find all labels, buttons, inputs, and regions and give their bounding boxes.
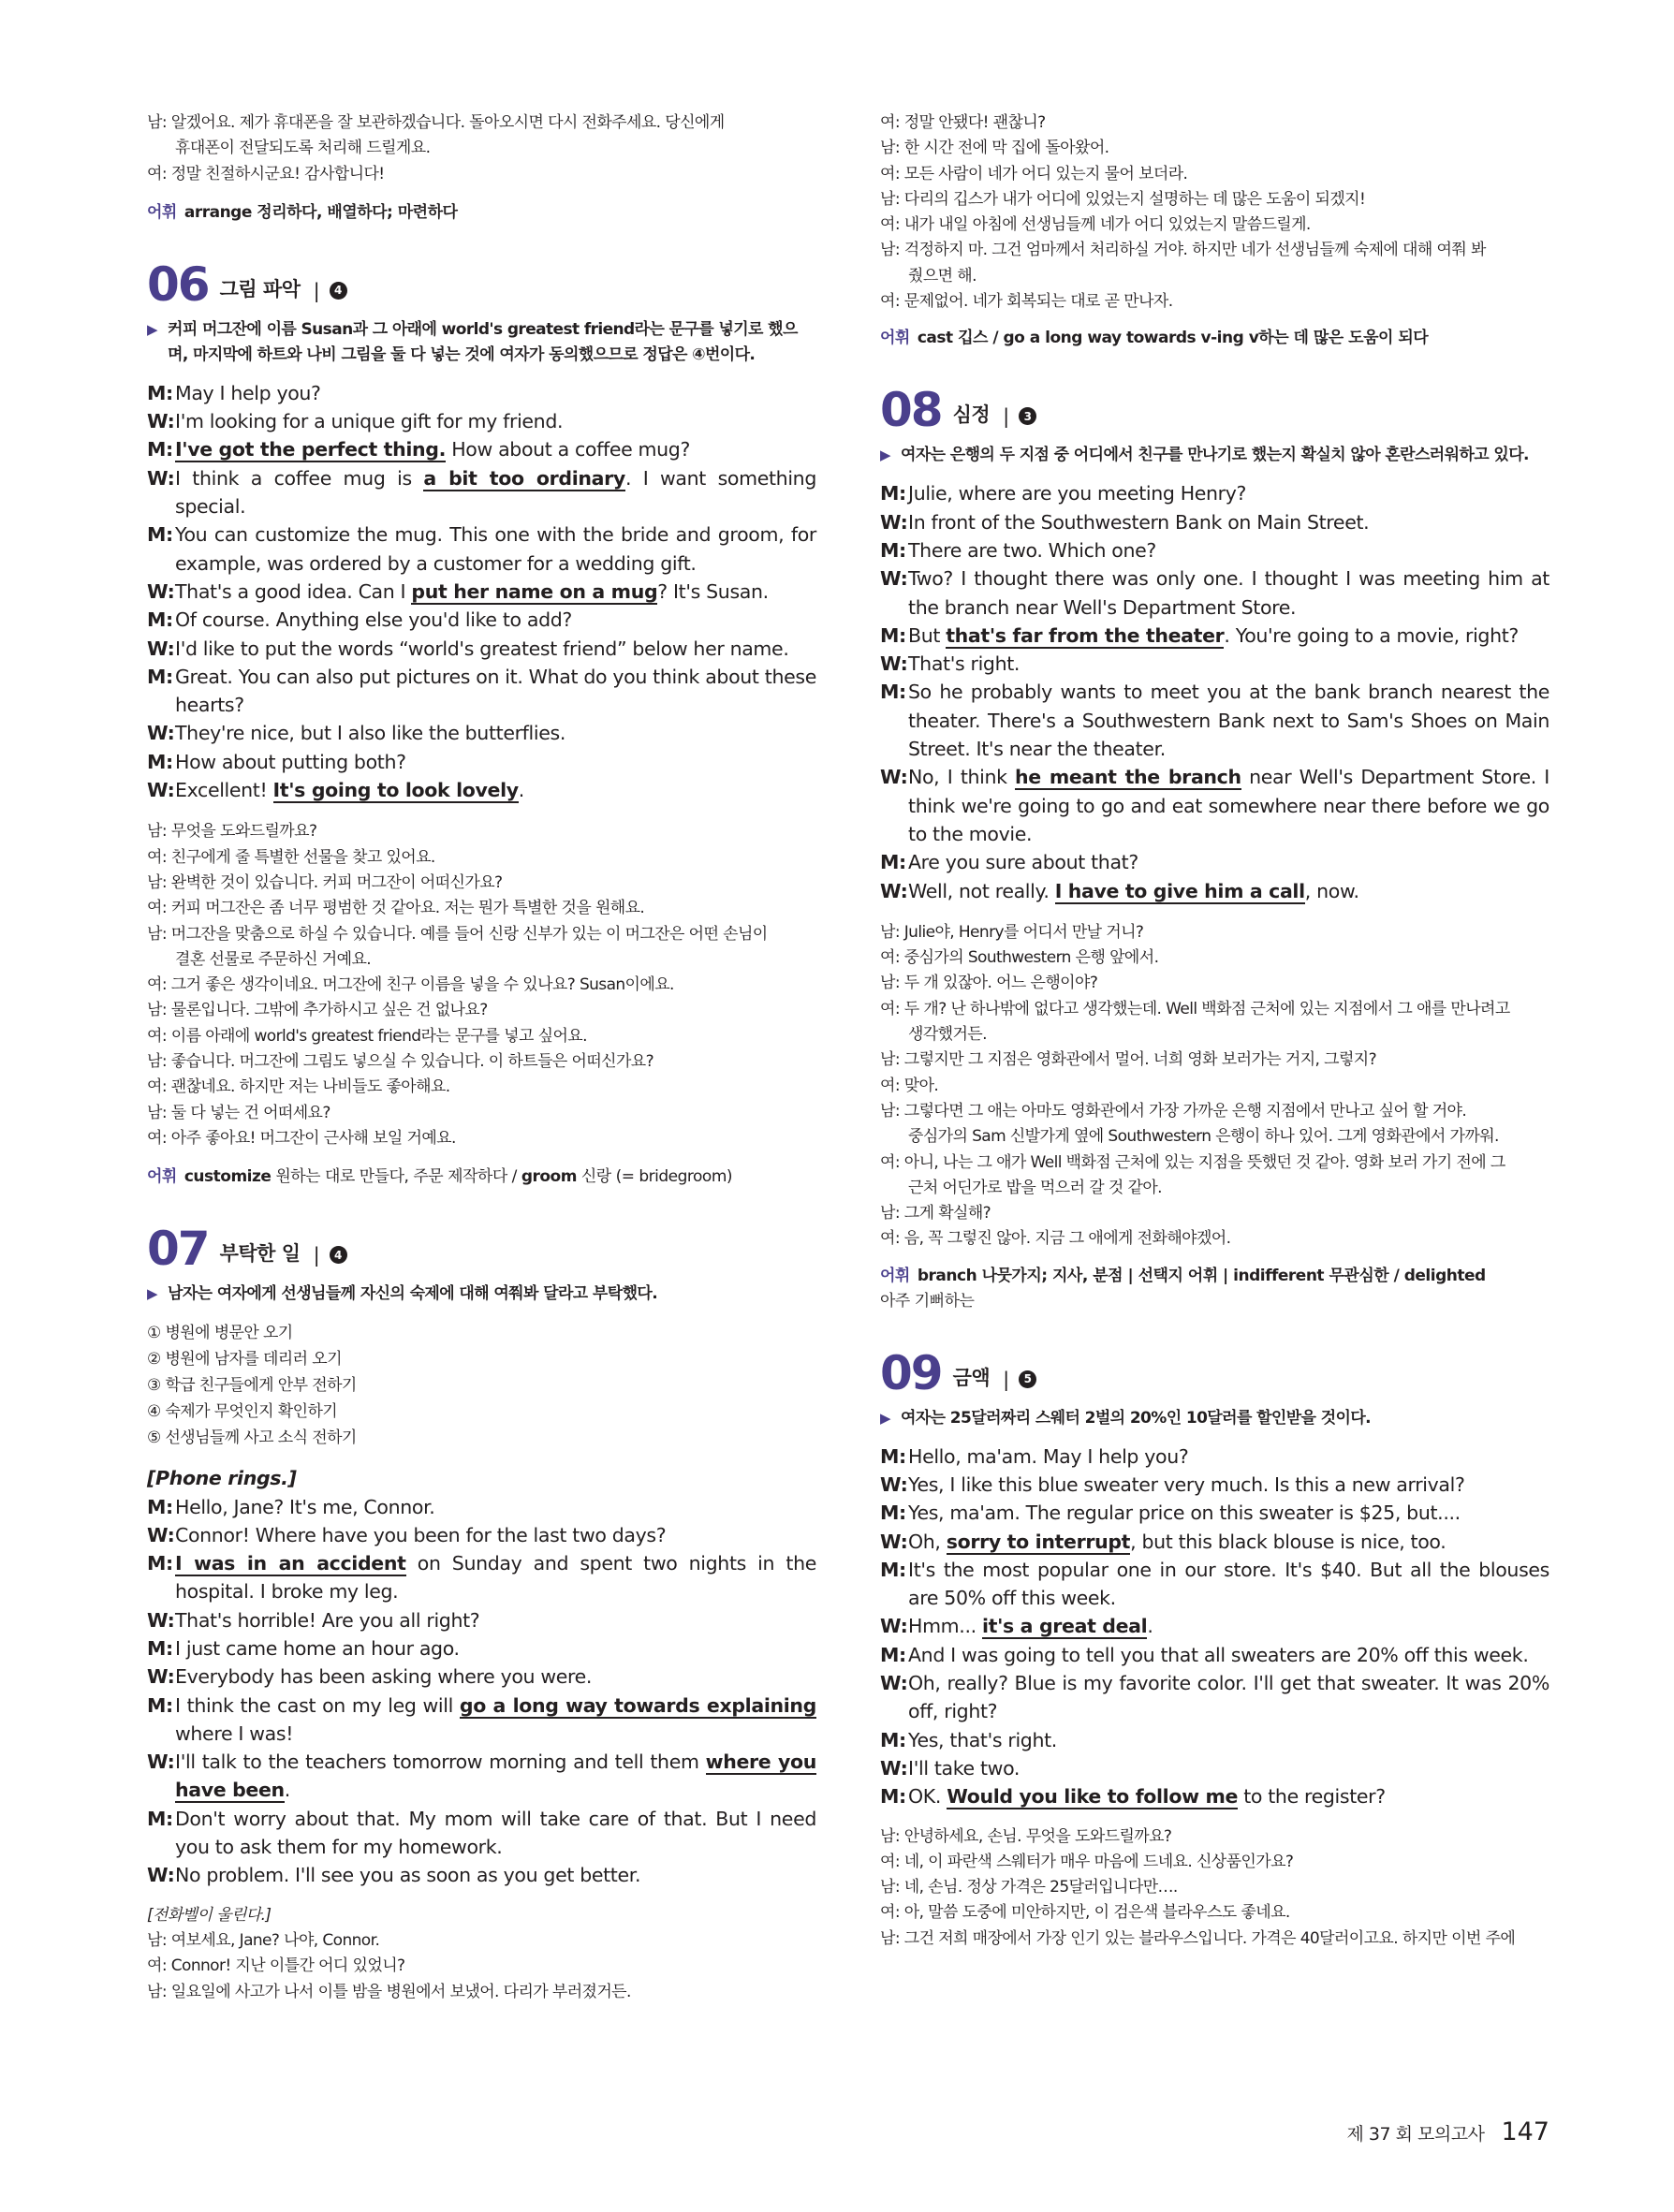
stage-direction: [전화벨이 울린다.]	[147, 1905, 272, 1925]
line-text: In front of the Southwestern Bank on Main Street.	[908, 510, 1370, 534]
section-title: 금액	[952, 1366, 991, 1389]
dialogue-line	[880, 1641, 1549, 1669]
speaker: W:	[880, 766, 908, 789]
speaker: W:	[880, 1472, 908, 1496]
key-phrase: put her name on a mug	[411, 579, 658, 603]
speaker: W:	[147, 579, 175, 603]
ko-line: 여: Connor! 지난 이틀간 어디 있었니?	[147, 1956, 405, 1976]
speaker: W:	[147, 722, 175, 745]
section-number: 06	[147, 256, 209, 312]
line-text: No problem. I'll see you as soon as you get better.	[175, 1864, 641, 1887]
speaker: M:	[147, 750, 173, 773]
dialogue-line	[147, 578, 816, 606]
explanation	[147, 317, 816, 368]
line-text: Connor! Where have you been for the last two days?	[175, 1523, 667, 1546]
section-06	[147, 256, 816, 1190]
section-title: 그림 파악	[219, 277, 301, 300]
speaker: M:	[147, 665, 173, 688]
ko-translation	[147, 819, 816, 1151]
ko-line: 여: 내가 내일 아침에 선생님들께 네가 어디 있었는지 말씀드릴게.	[880, 215, 1311, 235]
section-heading	[880, 383, 1549, 438]
dialogue-line	[880, 650, 1549, 678]
speaker: W:	[147, 466, 175, 490]
speaker: W:	[147, 1608, 175, 1632]
line-text: I just came home an hour ago.	[175, 1636, 460, 1660]
line-text: And I was going to tell you that all sweaters are 20% off this week.	[908, 1643, 1529, 1666]
speaker: M:	[147, 523, 173, 547]
option: ③ 학급 친구들에게 안부 전하기	[147, 1376, 357, 1396]
ko-line: 여: 괜찮네요. 하지만 저는 나비들도 좋아해요.	[147, 1077, 450, 1097]
speaker: M:	[880, 1728, 906, 1751]
dialogue-line	[147, 776, 816, 804]
explanation	[147, 1282, 816, 1307]
ko-line: 여: 중심가의 Southwestern 은행 앞에서.	[880, 948, 1159, 968]
section-divider: |	[313, 1244, 320, 1267]
speaker: M:	[880, 538, 906, 562]
speaker: M:	[147, 1552, 173, 1575]
vocab-line	[147, 1165, 816, 1190]
line-text: No, I think	[908, 766, 1016, 789]
ko-line: 남: 알겠어요. 제가 휴대폰을 잘 보관하겠습니다. 돌아오시면 다시 전화주세요. 당신에게	[147, 113, 725, 132]
line-text: It's the most popular one in our store. It's $40. But all the blouses are 50% off this week.	[908, 1558, 1549, 1610]
vocab-label: 어휘	[880, 1266, 910, 1285]
dialogue	[147, 1464, 816, 1889]
speaker: W:	[880, 510, 908, 534]
speaker: W:	[880, 1672, 908, 1695]
speaker: M:	[880, 1502, 906, 1525]
stage-direction: [Phone rings.]	[147, 1467, 297, 1490]
vocab-line	[880, 326, 1549, 351]
dialogue-line	[880, 763, 1549, 848]
line-text: ? It's Susan.	[657, 579, 769, 603]
ko-line: 남: 머그잔을 맞춤으로 하실 수 있습니다. 예를 들어 신랑 신부가 있는 이 머그잔은 어떤 손님이	[147, 924, 768, 944]
speaker: W:	[147, 1864, 175, 1887]
section-divider: |	[313, 279, 320, 302]
line-text: Excellent!	[175, 779, 273, 802]
vocab-meaning: 원하는 대로 만들다, 주문 제작하다 /	[271, 1167, 521, 1187]
dialogue-line	[880, 1556, 1549, 1613]
speaker: M:	[147, 1636, 173, 1660]
vocab-text: 아주 기뻐하는	[880, 1291, 975, 1311]
key-phrase: It's going to look lovely	[272, 779, 519, 802]
line-text: I'll take two.	[908, 1756, 1021, 1780]
speaker: M:	[147, 1495, 173, 1518]
ko-line: 여: 정말 친절하시군요! 감사합니다!	[147, 164, 385, 183]
explanation	[880, 443, 1549, 468]
dialogue-line	[147, 1663, 816, 1691]
ko-line: 여: 음, 꼭 그렇진 않아. 지금 그 애에게 전화해야겠어.	[880, 1229, 1231, 1249]
ko-line: 남: 완벽한 것이 있습니다. 커피 머그잔이 어떠신가요?	[147, 872, 503, 892]
explanation-text: 남자는 여자에게 선생님들께 자신의 숙제에 대해 여쭤봐 달라고 부탁했다.	[168, 1284, 658, 1304]
dialogue-line	[880, 1612, 1549, 1640]
line-text: Oh, really? Blue is my favorite color. I'll get that sweater. It was 20% off, right?	[908, 1672, 1549, 1723]
ko-line: 여: 그거 좋은 생각이네요. 머그잔에 친구 이름을 넣을 수 있나요? Susan이에요.	[147, 975, 674, 995]
dialogue-line	[880, 1471, 1549, 1499]
ko-line: 여: 아니, 나는 그 애가 Well 백화점 근처에 있는 지점을 뜻했던 것 같아. 영화 보러 가기 전에 그	[880, 1152, 1505, 1172]
speaker: M:	[880, 681, 906, 704]
footer-title: 제 37 회 모의고사	[1346, 2124, 1485, 2145]
line-text: Oh,	[908, 1530, 947, 1553]
ko-line: 여: 정말 안됐다! 괜찮니?	[880, 113, 1046, 132]
section-divider: |	[1003, 1368, 1010, 1391]
ko-line: 여: 이름 아래에 world's greatest friend라는 문구를 넣고 싶어요.	[147, 1026, 587, 1046]
speaker: M:	[880, 1444, 906, 1468]
ko-line: 남: 좋습니다. 머그잔에 그림도 넣으실 수 있습니다. 이 하트들은 어떠신가요?	[147, 1052, 654, 1072]
speaker: W:	[147, 1523, 175, 1546]
ko-line: 여: 문제없어. 네가 회복되는 대로 곧 만나자.	[880, 292, 1173, 312]
dialogue-line	[147, 379, 816, 407]
key-phrase: go a long way towards explaining	[459, 1693, 816, 1717]
line-text: . You're going to a movie, right?	[1224, 623, 1519, 647]
dialogue-line	[147, 719, 816, 747]
speaker: M:	[147, 438, 173, 461]
line-text: .	[518, 779, 524, 802]
line-text: Everybody has been asking where you were.	[175, 1665, 593, 1689]
dialogue-line	[147, 606, 816, 634]
dialogue-line	[147, 435, 816, 463]
explanation-text: 커피 머그잔에 이름 Susan과 그 아래에 world's greatest friend라는 문구를 넣기로 했으며, 마지막에 하트와 나비 그림을 둘 다 넣는 것에 여자가 동의했으므로 정답은 ④번이다.	[168, 319, 798, 364]
line-text: . I want something special.	[175, 466, 816, 519]
answer-badge: 3	[1019, 407, 1036, 425]
dialogue	[880, 1443, 1549, 1811]
key-phrase: a bit too ordinary	[423, 466, 625, 490]
speaker: W:	[880, 567, 908, 591]
speaker: M:	[880, 1643, 906, 1666]
ko-line: 남: 둘 다 넣는 건 어떠세요?	[147, 1103, 330, 1122]
line-text: How about putting both?	[175, 750, 406, 773]
key-phrase: sorry to interrupt	[946, 1530, 1131, 1553]
dialogue-line	[147, 635, 816, 663]
option: ① 병원에 병문안 오기	[147, 1324, 293, 1343]
section-number: 09	[880, 1345, 942, 1400]
dialogue	[880, 479, 1549, 904]
section-title: 심정	[952, 403, 991, 427]
top-ko-block	[147, 110, 816, 187]
key-phrase: that's far from the theater	[946, 623, 1225, 647]
vocab-text: arrange 정리하다, 배열하다; 마련하다	[184, 202, 458, 222]
line-text: to the register?	[1238, 1785, 1386, 1809]
triangle-icon: ▶	[147, 320, 157, 338]
ko-line: 남: 그렇다면 그 애는 아마도 영화관에서 가장 가까운 은행 지점에서 만나고 싶어 할 거야.	[880, 1101, 1467, 1121]
explanation-text: 여자는 은행의 두 지점 중 어디에서 친구를 만나기로 했는지 확실치 않아 혼란스러워하고 있다.	[901, 446, 1529, 465]
answer-badge: 4	[330, 282, 347, 300]
ko-translation	[147, 1903, 816, 2005]
vocab-line	[147, 200, 816, 226]
vocab-word: groom	[521, 1167, 577, 1187]
key-phrase: I have to give him a call	[1054, 879, 1305, 902]
line-text: So he probably wants to meet you at the bank branch nearest the theater. There's a Southwestern Bank next to Sam's Shoes on Main Street. It's near the theater.	[908, 681, 1549, 761]
vocab-label: 어휘	[880, 329, 910, 348]
line-text: I'll talk to the teachers tomorrow morning and tell them	[175, 1751, 706, 1774]
ko-line: 여: 아, 말씀 도중에 미안하지만, 이 검은색 블라우스도 좋네요.	[880, 1903, 1290, 1923]
ko-line: 여: 두 개? 난 하나밖에 없다고 생각했는데. Well 백화점 근처에 있는 지점에서 그 애를 만나려고	[880, 999, 1510, 1018]
vocab-text: cast 깁스 / go a long way towards v-ing v하는 데 많은 도움이 되다	[917, 329, 1429, 348]
speaker: W:	[147, 1751, 175, 1774]
line-text: But	[908, 623, 947, 647]
answer-badge: 5	[1019, 1370, 1036, 1388]
vocab-block	[880, 1264, 1549, 1314]
dialogue-line	[880, 877, 1549, 905]
dialogue-line	[880, 1726, 1549, 1754]
explanation-text: 여자는 25달러짜리 스웨터 2벌의 20%인 10달러를 할인받을 것이다.	[901, 1408, 1372, 1428]
speaker: W:	[147, 779, 175, 802]
speaker: M:	[147, 608, 173, 632]
speaker: W:	[147, 1665, 175, 1689]
section-number: 08	[880, 383, 942, 438]
line-text: That's a good idea. Can I	[175, 579, 412, 603]
vocab-label: 어휘	[147, 202, 177, 222]
section-title: 부탁한 일	[219, 1242, 301, 1266]
dialogue-line	[880, 536, 1549, 564]
speaker: W:	[880, 1756, 908, 1780]
speaker: M:	[147, 1807, 173, 1830]
ko-line: 여: 맞아.	[880, 1076, 939, 1095]
dialogue	[147, 379, 816, 804]
line-text: Yes, ma'am. The regular price on this sweater is $25, but....	[908, 1502, 1461, 1525]
dialogue-line	[147, 1521, 816, 1549]
dialogue-line	[147, 1805, 816, 1862]
key-phrase: it's a great deal	[981, 1615, 1148, 1638]
line-text: Well, not really.	[908, 879, 1055, 902]
vocab-label: 어휘	[147, 1167, 177, 1187]
ko-line: 여: 친구에게 줄 특별한 선물을 찾고 있어요.	[147, 847, 435, 867]
ko-line: 여: 모든 사람이 네가 어디 있는지 물어 보더라.	[880, 164, 1188, 183]
ko-line: 남: Julie야, Henry를 어디서 만날 거니?	[880, 922, 1144, 942]
section-heading	[147, 256, 816, 312]
line-text: That's horrible! Are you all right?	[175, 1608, 480, 1632]
line-text: I think a coffee mug is	[175, 466, 424, 490]
key-phrase: Would you like to follow me	[947, 1785, 1239, 1809]
line-text: There are two. Which one?	[908, 538, 1156, 562]
dialogue-line	[880, 1782, 1549, 1810]
speaker: M:	[880, 482, 906, 505]
triangle-icon: ▶	[880, 447, 890, 464]
speaker: W:	[880, 1615, 908, 1638]
section-heading	[147, 1222, 816, 1277]
line-text: Yes, I like this blue sweater very much. Is this a new arrival?	[908, 1472, 1465, 1496]
dialogue-line	[147, 1748, 816, 1805]
ko-line: 생각했거든.	[908, 1025, 987, 1045]
dialogue-line	[147, 1493, 816, 1521]
line-text: Of course. Anything else you'd like to add?	[175, 608, 572, 632]
ko-line: 남: 일요일에 사고가 나서 이틀 밤을 병원에서 보냈어. 다리가 부러졌거든.	[147, 1982, 631, 2001]
section-08	[880, 383, 1549, 1313]
speaker: W:	[880, 1530, 908, 1553]
ko-line: 남: 다리의 깁스가 내가 어디에 있었는지 설명하는 데 많은 도움이 되겠지!	[880, 189, 1366, 209]
line-text: I'd like to put the words “world's greatest friend” below her name.	[175, 637, 789, 660]
page-footer	[1347, 2117, 1549, 2146]
ko-line: 남: 걱정하지 마. 그건 엄마께서 처리하실 거야. 하지만 네가 선생님들께 숙제에 대해 여쭤 봐	[880, 241, 1486, 260]
line-text: Great. You can also put pictures on it. What do you think about these hearts?	[175, 665, 816, 717]
dialogue-line	[147, 464, 816, 521]
option: ⑤ 선생님들께 사고 소식 전하기	[147, 1428, 357, 1448]
dialogue-line	[147, 520, 816, 578]
ko-translation	[880, 920, 1549, 1252]
key-phrase: he meant the branch	[1015, 766, 1241, 789]
speaker: M:	[880, 1558, 906, 1581]
line-text: , but this black blouse is nice, too.	[1130, 1530, 1446, 1553]
ko-line: 남: 그게 확실해?	[880, 1204, 991, 1223]
line-text: , now.	[1304, 879, 1359, 902]
dialogue-line	[880, 622, 1549, 650]
line-text: on Sunday and spent two nights in the hospital. I broke my leg.	[175, 1552, 816, 1604]
ko-line: 남: 네, 손님. 정상 가격은 25달러입니다만….	[880, 1878, 1178, 1897]
option: ④ 숙제가 무엇인지 확인하기	[147, 1402, 338, 1422]
key-phrase: I've got the perfect thing.	[175, 438, 447, 461]
option: ② 병원에 남자를 데리러 오기	[147, 1350, 342, 1370]
ko-line: 남: 여보세요, Jane? 나야, Connor.	[147, 1930, 380, 1950]
speaker: M:	[880, 1785, 906, 1809]
vocab-word: customize	[184, 1167, 272, 1187]
line-text: How about a coffee mug?	[446, 438, 691, 461]
line-text: Are you sure about that?	[908, 851, 1138, 874]
ko-line: 남: 물론입니다. 그밖에 추가하시고 싶은 건 없나요?	[147, 1001, 488, 1020]
page-number: 147	[1501, 2117, 1549, 2146]
line-text: Two? I thought there was only one. I thought I was meeting him at the branch near Well's Department Store.	[908, 567, 1549, 619]
speaker: W:	[880, 879, 908, 902]
dialogue-line	[147, 407, 816, 435]
triangle-icon: ▶	[880, 1409, 890, 1427]
dialogue-line	[880, 1754, 1549, 1782]
section-09	[880, 1345, 1549, 1952]
ko-line: 중심가의 Sam 신발가게 옆에 Southwestern 은행이 하나 있어. 그게 영화관에서 가까워.	[908, 1127, 1499, 1147]
speaker: W:	[147, 637, 175, 660]
ko-line: 남: 그건 저희 매장에서 가장 인기 있는 블라우스입니다. 가격은 40달러이고요. 하지만 이번 주에	[880, 1928, 1516, 1948]
answer-badge: 4	[330, 1246, 347, 1264]
right-column	[880, 110, 1549, 1952]
key-phrase: where you have been	[175, 1751, 816, 1802]
line-text: Hmm...	[908, 1615, 982, 1638]
line-text: Yes, that's right.	[908, 1728, 1057, 1751]
ko-line: 남: 그렇지만 그 지점은 영화관에서 멀어. 너희 영화 보러가는 거지, 그렇지?	[880, 1050, 1377, 1070]
speaker: M:	[880, 623, 906, 647]
line-text: Julie, where are you meeting Henry?	[908, 482, 1247, 505]
dialogue-line	[880, 508, 1549, 536]
ko-line: 남: 두 개 있잖아. 어느 은행이야?	[880, 974, 1098, 993]
line-text: near Well's Department Store. I think we're going to go and eat somewhere near there before we go to the movie.	[908, 766, 1549, 845]
ko-line: 줬으면 해.	[908, 266, 976, 286]
ko-translation	[880, 1824, 1549, 1952]
ko-line: 남: 안녕하세요, 손님. 무엇을 도와드릴까요?	[880, 1826, 1172, 1846]
dialogue-line	[147, 1549, 816, 1606]
line-text: I'm looking for a unique gift for my friend.	[175, 410, 564, 433]
line-text: OK.	[908, 1785, 947, 1809]
line-text: That's right.	[908, 652, 1021, 676]
speaker: M:	[880, 851, 906, 874]
key-phrase: I was in an accident	[175, 1552, 406, 1575]
ko-line: 결혼 선물로 주문하신 거예요.	[175, 949, 372, 969]
dialogue-line	[147, 1634, 816, 1663]
ko-line: 남: 한 시간 전에 막 집에 돌아왔어.	[880, 139, 1109, 158]
dialogue-line	[880, 479, 1549, 507]
line-text: I think the cast on my leg will	[175, 1693, 460, 1717]
dialogue-line	[147, 1692, 816, 1749]
speaker: W:	[880, 652, 908, 676]
dialogue-line	[147, 1861, 816, 1889]
section-number: 07	[147, 1222, 209, 1277]
speaker: W:	[147, 410, 175, 433]
dialogue-line	[147, 748, 816, 776]
ko-line: 남: 무엇을 도와드릴까요?	[147, 822, 317, 842]
line-text: Hello, Jane? It's me, Connor.	[175, 1495, 435, 1518]
ko-line: 여: 아주 좋아요! 머그잔이 근사해 보일 거예요.	[147, 1128, 456, 1148]
top-ko-block	[880, 110, 1549, 315]
ko-line: 여: 커피 머그잔은 좀 너무 평범한 것 같아요. 저는 뭔가 특별한 것을 원해요.	[147, 899, 645, 918]
ko-line: 근처 어딘가로 밥을 먹으러 갈 것 같아.	[908, 1178, 1162, 1197]
left-column	[147, 110, 816, 2005]
ko-line: 여: 네, 이 파란색 스웨터가 매우 마음에 드네요. 신상품인가요?	[880, 1852, 1294, 1871]
section-divider: |	[1003, 405, 1010, 429]
dialogue-line	[880, 1499, 1549, 1527]
line-text: They're nice, but I also like the butterflies.	[175, 722, 565, 745]
explanation	[880, 1406, 1549, 1431]
dialogue-line	[147, 1606, 816, 1634]
line-text: .	[284, 1779, 290, 1802]
dialogue-line	[880, 1528, 1549, 1556]
line-text: May I help you?	[175, 381, 321, 404]
section-07	[147, 1222, 816, 2005]
dialogue-line	[880, 1443, 1549, 1471]
line-text: .	[1147, 1615, 1153, 1638]
dialogue-line	[880, 564, 1549, 622]
answer-options	[147, 1320, 816, 1451]
ko-line: 휴대폰이 전달되도록 처리해 드릴게요.	[175, 139, 431, 158]
dialogue-line	[880, 848, 1549, 876]
speaker: M:	[147, 1693, 173, 1717]
dialogue-line	[880, 1669, 1549, 1726]
line-text: Don't worry about that. My mom will take care of that. But I need you to ask them for my homework.	[175, 1807, 816, 1859]
dialogue-line	[147, 663, 816, 720]
line-text: You can customize the mug. This one with the bride and groom, for example, was ordered by a customer for a wedding gift.	[175, 523, 816, 575]
vocab-text: branch 나뭇가지; 지사, 분점 | 선택지 어휘 | indifferent 무관심한 / delighted	[917, 1266, 1486, 1285]
triangle-icon: ▶	[147, 1285, 157, 1303]
dialogue-line	[880, 678, 1549, 763]
section-heading	[880, 1345, 1549, 1400]
speaker: M:	[147, 381, 173, 404]
line-text: where I was!	[175, 1721, 294, 1745]
line-text: Hello, ma'am. May I help you?	[908, 1444, 1189, 1468]
vocab-meaning: 신랑 (= bridegroom)	[576, 1167, 733, 1187]
